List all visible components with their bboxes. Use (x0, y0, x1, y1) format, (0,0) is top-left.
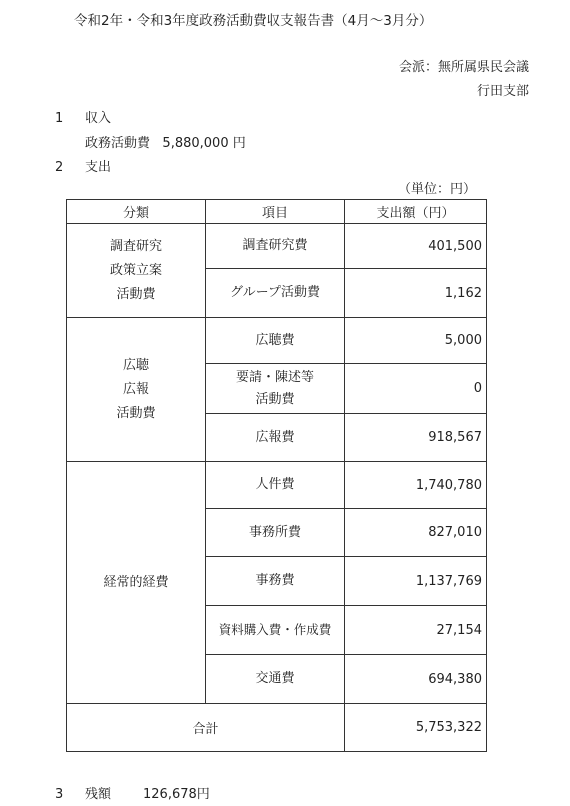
item-cell (206, 224, 345, 269)
unit-note: （単位：円） (398, 182, 477, 197)
amount-cell: 1,137,769 (345, 557, 487, 606)
item-label: 要請・陳述等 (235, 369, 314, 385)
item-label: 資料購入費・作成費 (218, 622, 332, 637)
section-expense-heading (55, 156, 111, 175)
item-label: グループ活動費 (230, 285, 320, 300)
category-cell (67, 462, 206, 704)
column-header-amount: 支出額（円） (345, 200, 487, 224)
item-label: 交通費 (255, 671, 295, 686)
expense-table (66, 199, 487, 752)
category-cell (67, 318, 206, 462)
total-label: 合計 (67, 704, 345, 752)
item-label: 人件費 (255, 477, 295, 492)
column-header-item: 項目 (206, 200, 345, 224)
table-row (67, 462, 487, 509)
item-cell (206, 606, 345, 655)
amount-cell: 918,567 (345, 414, 487, 462)
item-cell (206, 462, 345, 509)
item-label: 活動費 (255, 391, 295, 407)
section-number: 1 (55, 111, 64, 126)
item-cell (206, 364, 345, 414)
amount-cell: 401,500 (345, 224, 487, 269)
item-cell (206, 318, 345, 364)
section-balance (55, 783, 210, 802)
category-line: 活動費 (116, 286, 156, 302)
item-cell (206, 414, 345, 462)
section-number: 3 (55, 787, 64, 802)
section-label: 残額 (85, 787, 112, 802)
income-label: 政務活動費 (85, 136, 151, 151)
amount-cell: 27,154 (345, 606, 487, 655)
item-cell (206, 655, 345, 704)
item-cell (206, 557, 345, 606)
section-number: 2 (55, 160, 64, 175)
total-row (67, 704, 487, 752)
table-row (67, 318, 487, 364)
section-label: 収入 (85, 111, 112, 126)
category-line: 政策立案 (109, 262, 162, 278)
amount-cell: 827,010 (345, 509, 487, 557)
item-cell (206, 509, 345, 557)
amount-cell: 0 (345, 364, 487, 414)
category-line: 調査研究 (109, 238, 162, 254)
item-label: 広報費 (255, 429, 295, 445)
organization-name: 会派：無所属県民会議 (398, 60, 529, 75)
amount-cell: 5,000 (345, 318, 487, 364)
table-row (67, 224, 487, 269)
item-label: 事務所費 (248, 524, 301, 540)
balance-value: 126,678円 (143, 787, 210, 802)
amount-cell: 694,380 (345, 655, 487, 704)
category-cell (67, 224, 206, 318)
item-label: 広聴費 (255, 332, 295, 348)
table-header-row (67, 200, 487, 224)
category-line: 広聴 (122, 357, 149, 373)
item-label: 事務費 (255, 573, 295, 588)
category-line: 広報 (122, 381, 149, 397)
item-label: 調査研究費 (242, 238, 308, 253)
report-title: 令和2年・令和3年度政務活動費収支報告書（4月〜3月分） (74, 13, 433, 29)
income-line (85, 132, 246, 151)
section-label: 支出 (85, 160, 112, 175)
total-amount: 5,753,322 (345, 704, 487, 752)
category-line: 活動費 (116, 405, 156, 421)
branch-name: 行田支部 (476, 84, 529, 99)
section-income-heading (55, 107, 111, 126)
category-line: 経常的経費 (103, 574, 169, 590)
amount-cell: 1,162 (345, 269, 487, 318)
income-value: 5,880,000 円 (162, 136, 246, 151)
amount-cell: 1,740,780 (345, 462, 487, 509)
column-header-category: 分類 (67, 200, 206, 224)
item-cell (206, 269, 345, 318)
